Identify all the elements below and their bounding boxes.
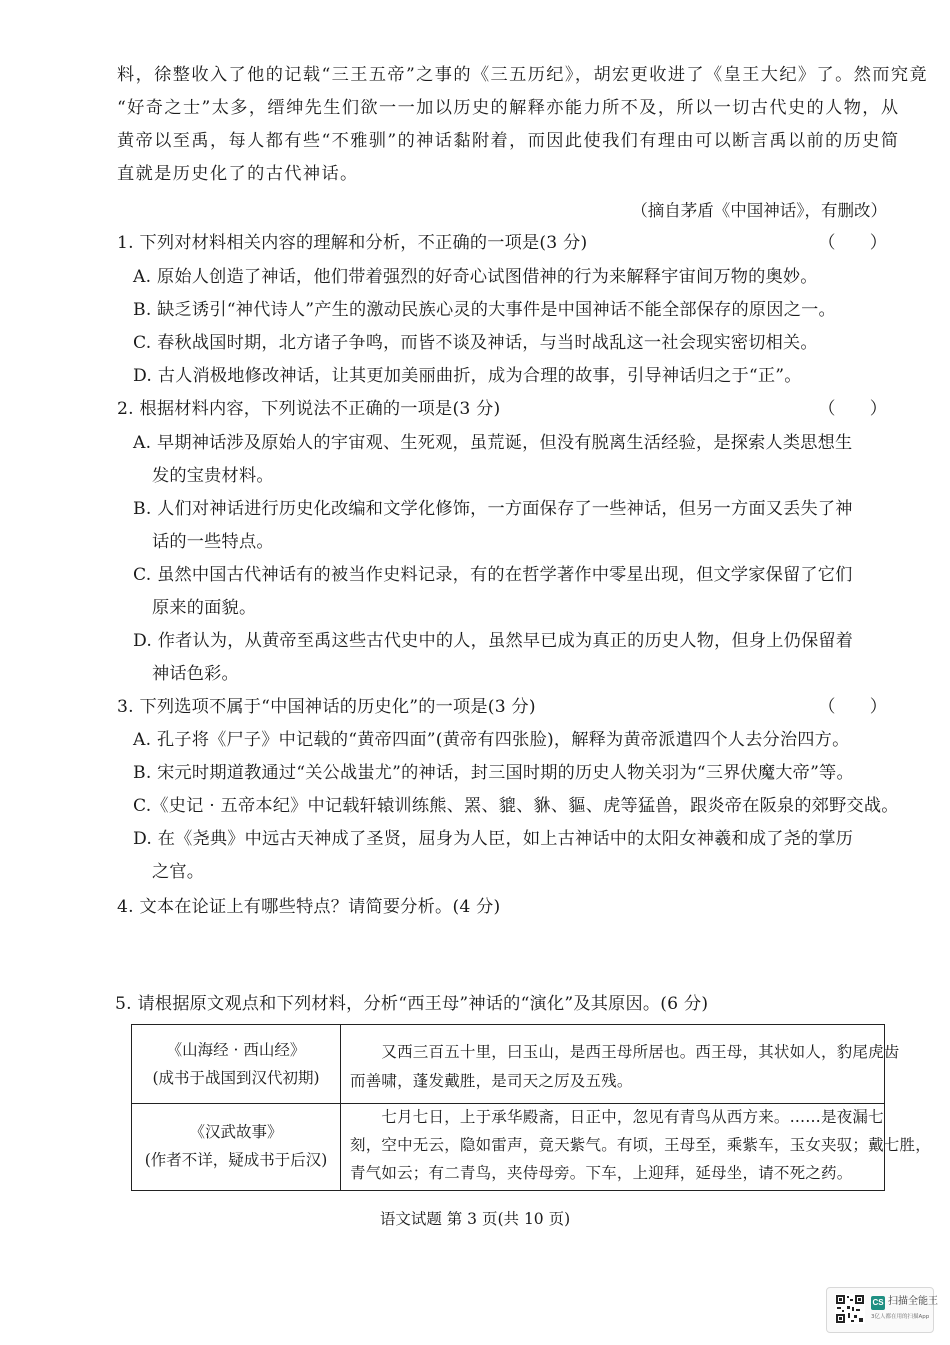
intro-line: “好奇之士”太多，缙绅先生们欲一一加以历史的解释亦能力所不及，所以一切古代史的人物，从 xyxy=(117,98,900,118)
page-footer: 语文试题 第 3 页(共 10 页) xyxy=(379,1210,571,1228)
option-d[interactable]: D. 古人消极地修改神话，让其更加美丽曲折，成为合理的故事，引导神话归之于“正”。 xyxy=(133,366,802,386)
material-table xyxy=(131,1024,931,1191)
question-3 xyxy=(117,696,899,896)
option-d-continued: 之官。 xyxy=(152,862,205,882)
intro-line: 黄帝以至禹，每人都有些“不雅驯”的神话黏附着，而因此使我们有理由可以断言禹以前的历史简 xyxy=(117,131,900,151)
answer-space-q4[interactable] xyxy=(117,925,887,987)
table-divider xyxy=(340,1025,341,1190)
question-stem: 4. 文本在论证上有哪些特点？请简要分析。(4 分) xyxy=(117,897,501,917)
option-c[interactable]: C.《史记 · 五帝本纪》中记载轩辕训练熊、罴、貔、貅、貙、虎等猛兽，跟炎帝在阪泉的郊野交战。 xyxy=(133,796,899,816)
option-a-continued: 发的宝贵材料。 xyxy=(152,466,274,486)
option-c[interactable]: C. 春秋战国时期，北方诸子争鸣，而皆不谈及神话，与当时战乱这一社会现实密切相关。 xyxy=(133,333,818,353)
option-d-continued: 神话色彩。 xyxy=(152,664,239,684)
option-a[interactable]: A. 早期神话涉及原始人的宇宙观、生死观，虽荒诞，但没有脱离生活经验，是探索人类思想生 xyxy=(133,433,853,453)
scanner-title: 扫描全能王 xyxy=(888,1296,938,1307)
source-title: 《汉武故事》 xyxy=(189,1123,283,1141)
answer-bracket[interactable]: （ ） xyxy=(818,399,887,419)
table-text-line: 七月七日，上于承华殿斋，日正中，忽见有青鸟从西方来。……是夜漏七 xyxy=(350,1108,884,1126)
question-stem: 5. 请根据原文观点和下列材料，分析“西王母”神话的“演化”及其原因。(6 分) xyxy=(115,994,709,1014)
table-source-cell xyxy=(132,1036,340,1092)
option-d[interactable]: D. 在《尧典》中远古天神成了圣贤，屈身为人臣，如上古神话中的太阳女神羲和成了尧的掌历 xyxy=(133,829,854,849)
option-b[interactable]: B. 缺乏诱引“神代诗人”产生的激动民族心灵的大事件是中国神话不能全部保存的原因之一。 xyxy=(133,300,836,320)
source-citation: （摘自茅盾《中国神话》，有删改） xyxy=(631,201,887,220)
option-d[interactable]: D. 作者认为，从黄帝至禹这些古代史中的人，虽然早已成为真正的历史人物，但身上仍保留着 xyxy=(133,631,854,651)
option-a[interactable]: A. 孔子将《尸子》中记载的“黄帝四面”(黄帝有四张脸)，解释为黄帝派遣四个人去分治四方。 xyxy=(133,730,850,750)
question-2 xyxy=(117,398,887,688)
option-c-continued: 原来的面貌。 xyxy=(152,598,257,618)
question-stem: 1. 下列对材料相关内容的理解和分析，不正确的一项是(3 分) xyxy=(117,233,588,253)
intro-passage xyxy=(117,64,929,224)
question-5 xyxy=(115,993,885,1017)
qr-code-icon xyxy=(835,1294,865,1324)
question-1 xyxy=(117,232,887,392)
table-text-line: 青气如云；有二青鸟，夹侍母旁。下车，上迎拜，延母坐，请不死之药。 xyxy=(350,1164,853,1182)
answer-bracket[interactable]: （ ） xyxy=(818,233,887,253)
option-b[interactable]: B. 宋元时期道教通过“关公战蚩尤”的神话，封三国时期的历史人物关羽为“三界伏魔大帝”等。 xyxy=(133,763,854,783)
answer-bracket[interactable]: （ ） xyxy=(818,697,887,717)
table-text-line: 而善啸，蓬发戴胜，是司天之厉及五残。 xyxy=(350,1072,633,1090)
source-note: (作者不详，疑成书于后汉) xyxy=(144,1151,328,1169)
cs-logo-icon: CS xyxy=(871,1296,885,1310)
source-note: (成书于战国到汉代初期) xyxy=(152,1069,320,1087)
option-b[interactable]: B. 人们对神话进行历史化改编和文学化修饰，一方面保存了一些神话，但另一方面又丢失了神 xyxy=(133,499,853,519)
option-c[interactable]: C. 虽然中国古代神话有的被当作史料记录，有的在哲学著作中零星出现，但文学家保留了它们 xyxy=(133,565,853,585)
table-text-line: 刻，空中无云，隐如雷声，竟天紫气。有顷，王母至，乘紫车，玉女夹驭；戴七胜， xyxy=(350,1136,931,1154)
scanner-watermark xyxy=(826,1287,938,1333)
intro-line: 料，徐整收入了他的记载“三王五帝”之事的《三五历纪》，胡宏更收进了《皇王大纪》了。然而究竟 xyxy=(117,65,929,85)
question-4 xyxy=(117,896,887,920)
option-b-continued: 话的一些特点。 xyxy=(152,532,274,552)
intro-line: 直就是历史化了的古代神话。 xyxy=(117,164,359,184)
question-stem: 2. 根据材料内容，下列说法不正确的一项是(3 分) xyxy=(117,399,501,419)
option-a[interactable]: A. 原始人创造了神话，他们带着强烈的好奇心试图借神的行为来解释宇宙间万物的奥妙。 xyxy=(133,267,818,287)
table-text-line: 又西三百五十里，曰玉山，是西王母所居也。西王母，其状如人，豹尾虎齿 xyxy=(350,1043,900,1061)
source-title: 《山海经 · 西山经》 xyxy=(166,1041,306,1059)
question-stem: 3. 下列选项不属于“中国神话的历史化”的一项是(3 分) xyxy=(117,697,536,717)
scanner-subtitle: 3亿人都在用的扫描App xyxy=(871,1314,930,1320)
table-source-cell xyxy=(132,1118,340,1174)
